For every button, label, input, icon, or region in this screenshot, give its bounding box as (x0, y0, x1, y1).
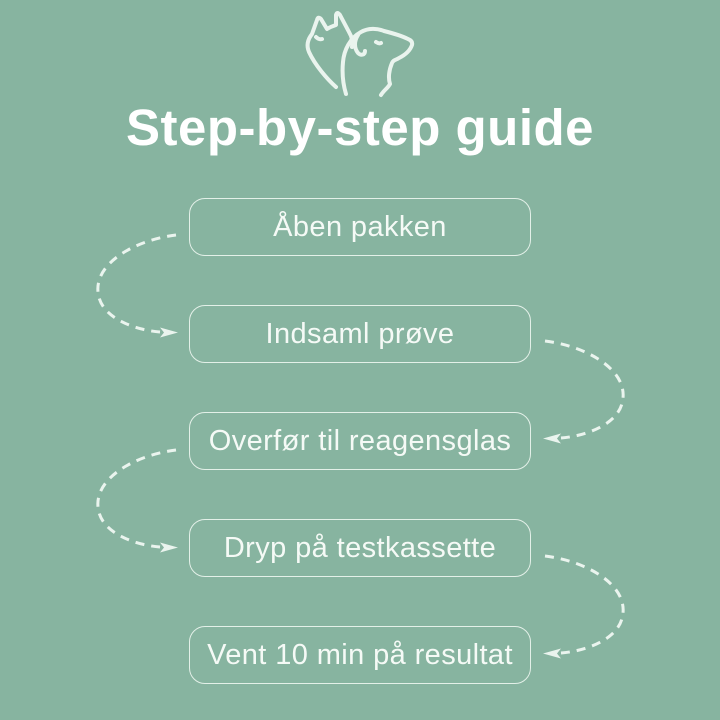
dog-ear (355, 35, 365, 55)
dog-eye (376, 42, 381, 43)
step-box-1: Åben pakken (189, 198, 531, 256)
step-box-5: Vent 10 min på resultat (189, 626, 531, 684)
step-box-3: Overfør til reagensglas (189, 412, 531, 470)
cat-dog-logo-icon (300, 10, 420, 100)
cat-eye (316, 37, 322, 39)
dashed-arrow-step3-to-step4 (90, 443, 186, 557)
step-box-2: Indsaml prøve (189, 305, 531, 363)
dashed-arrow-step2-to-step3 (535, 334, 631, 448)
page-title: Step-by-step guide (125, 99, 595, 156)
dog-outline (343, 29, 413, 95)
step-box-4: Dryp på testkassette (189, 519, 531, 577)
dashed-arrow-step1-to-step2 (90, 228, 186, 342)
dashed-arrow-step4-to-step5 (535, 549, 631, 663)
